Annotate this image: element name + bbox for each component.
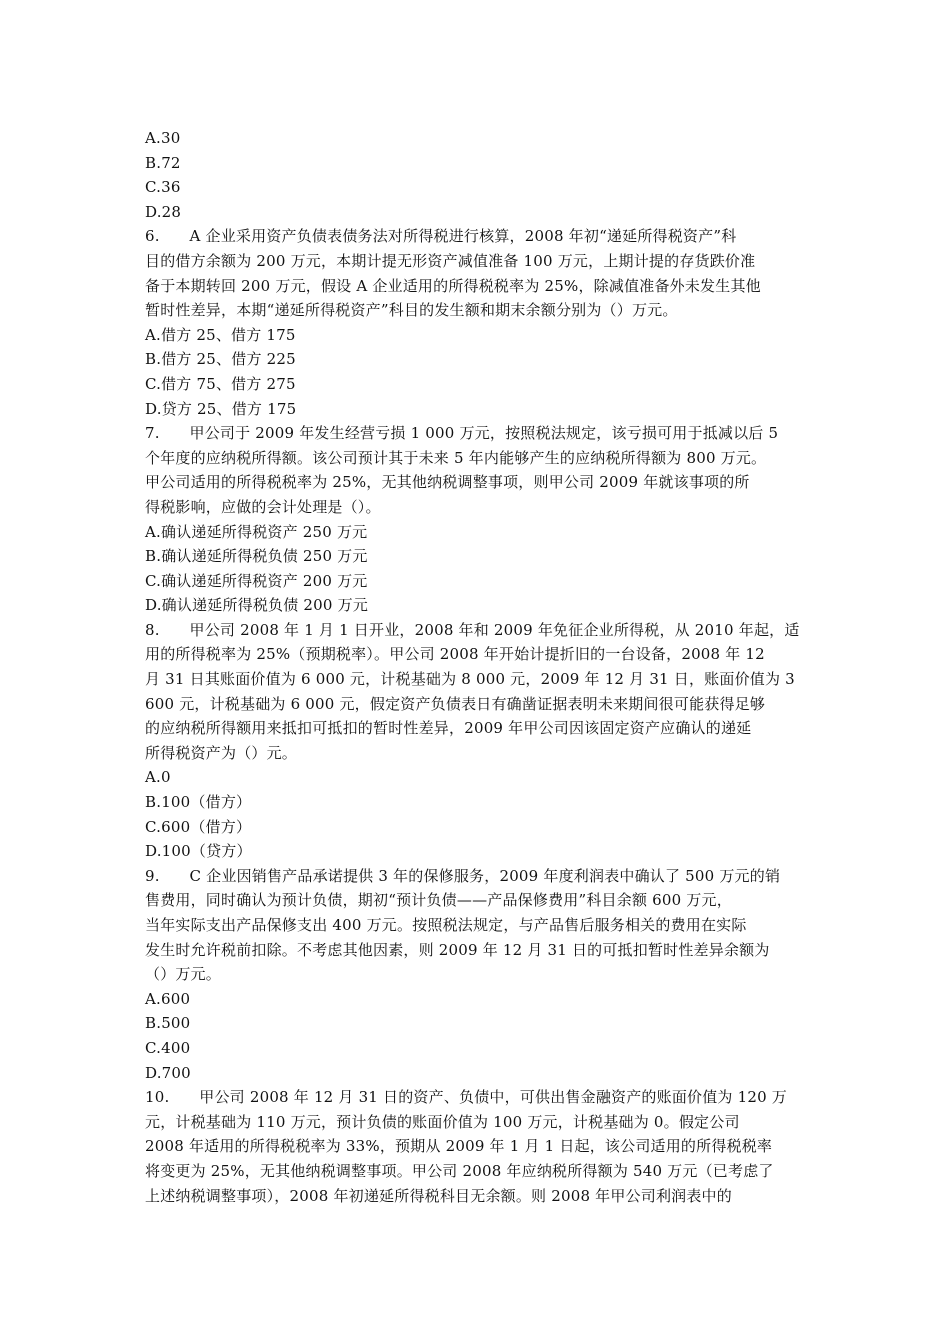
text-line: C.确认递延所得税资产 200 万元 — [145, 571, 368, 590]
text-line: 2008 年适用的所得税税率为 33%，预期从 2009 年 1 月 1 日起，该公司适用的所得税税率 — [145, 1137, 773, 1156]
text-line: 600 元，计税基础为 6 000 元，假定资产负债表日有确凿证据表明未来期间很可能获得足够 — [145, 694, 766, 713]
text-line: 暂时性差异，本期“递延所得税资产”科目的发生额和期末余额分别为（）万元。 — [145, 301, 678, 320]
text-line: 10. 甲公司 2008 年 12 月 31 日的资产、负债中，可供出售金融资产的账面价值为 120 万 — [145, 1088, 787, 1107]
text-line: 发生时允许税前扣除。不考虑其他因素，则 2009 年 12 月 31 日的可抵扣暂时性差异余额为 — [145, 940, 770, 959]
text-line: 得税影响，应做的会计处理是（）。 — [145, 497, 381, 516]
text-line: C.借方 75、借方 275 — [145, 374, 296, 393]
text-line: A.确认递延所得税资产 250 万元 — [145, 522, 368, 541]
text-line: A.30 — [145, 129, 181, 147]
document-page — [145, 126, 815, 1208]
text-line: B.借方 25、借方 225 — [145, 350, 296, 369]
text-line: 备于本期转回 200 万元，假设 A 企业适用的所得税税率为 25%，除减值准备外未发生其他 — [145, 276, 761, 295]
text-line: 个年度的应纳税所得额。该公司预计其于未来 5 年内能够产生的应纳税所得额为 800 万元。 — [145, 448, 767, 467]
text-line: B.72 — [145, 153, 181, 172]
text-line: 所得税资产为（）元。 — [145, 743, 298, 762]
text-line: （）万元。 — [145, 965, 222, 984]
text-line: D.确认递延所得税负债 200 万元 — [145, 596, 369, 615]
text-line: D.100（贷方） — [145, 842, 252, 861]
text-line: A.0 — [145, 768, 171, 787]
text-line: 当年实际支出产品保修支出 400 万元。按照税法规定，与产品售后服务相关的费用在实际 — [145, 916, 747, 934]
text-line: B.确认递延所得税负债 250 万元 — [145, 547, 368, 566]
text-line: C.36 — [145, 178, 181, 197]
text-line: A.借方 25、借方 175 — [145, 325, 296, 344]
text-line: B.500 — [145, 1014, 191, 1033]
text-line: 9. C 企业因销售产品承诺提供 3 年的保修服务，2009 年度利润表中确认了 500 万元的销 — [145, 866, 781, 885]
text-line: D.28 — [145, 202, 182, 221]
text-line: C.400 — [145, 1038, 191, 1057]
text-line: 月 31 日其账面价值为 6 000 元，计税基础为 8 000 元，2009 年 12 月 31 日，账面价值为 3 — [145, 670, 795, 689]
text-line: 7. 甲公司于 2009 年发生经营亏损 1 000 万元，按照税法规定，该亏损可用于抵减以后 5 — [145, 424, 779, 443]
text-line: 8. 甲公司 2008 年 1 月 1 日开业，2008 年和 2009 年免征企业所得税，从 2010 年起，适 — [145, 620, 800, 639]
text-line: 元，计税基础为 110 万元，预计负债的账面价值为 100 万元，计税基础为 0。假定公司 — [145, 1112, 740, 1131]
text-line: 售费用，同时确认为预计负债，期初“预计负债——产品保修费用”科目余额 600 万元， — [145, 891, 732, 910]
text-line: D.700 — [145, 1063, 191, 1082]
text-line: C.600（借方） — [145, 817, 252, 836]
text-line: 甲公司适用的所得税税率为 25%，无其他纳税调整事项，则甲公司 2009 年就该事项的所 — [145, 473, 750, 492]
text-line: 6. A 企业采用资产负债表债务法对所得税进行核算，2008 年初“递延所得税资产”科 — [145, 227, 737, 246]
text-line: 的应纳税所得额用来抵扣可抵扣的暂时性差异，2009 年甲公司因该固定资产应确认的递延 — [145, 719, 752, 738]
text-line: 用的所得税率为 25%（预期税率）。甲公司 2008 年开始计提折旧的一台设备，2008 年 12 — [145, 645, 765, 664]
text-line: 目的借方余额为 200 万元，本期计提无形资产减值准备 100 万元，上期计提的存货跌价准 — [145, 251, 756, 270]
text-line: A.600 — [145, 989, 191, 1008]
text-line: D.贷方 25、借方 175 — [145, 399, 297, 418]
text-line: 将变更为 25%，无其他纳税调整事项。甲公司 2008 年应纳税所得额为 540 万元（已考虑了 — [145, 1161, 774, 1180]
text-line: 上述纳税调整事项），2008 年初递延所得税科目无余额。则 2008 年甲公司利润表中的 — [145, 1186, 732, 1205]
text-line: B.100（借方） — [145, 793, 252, 812]
